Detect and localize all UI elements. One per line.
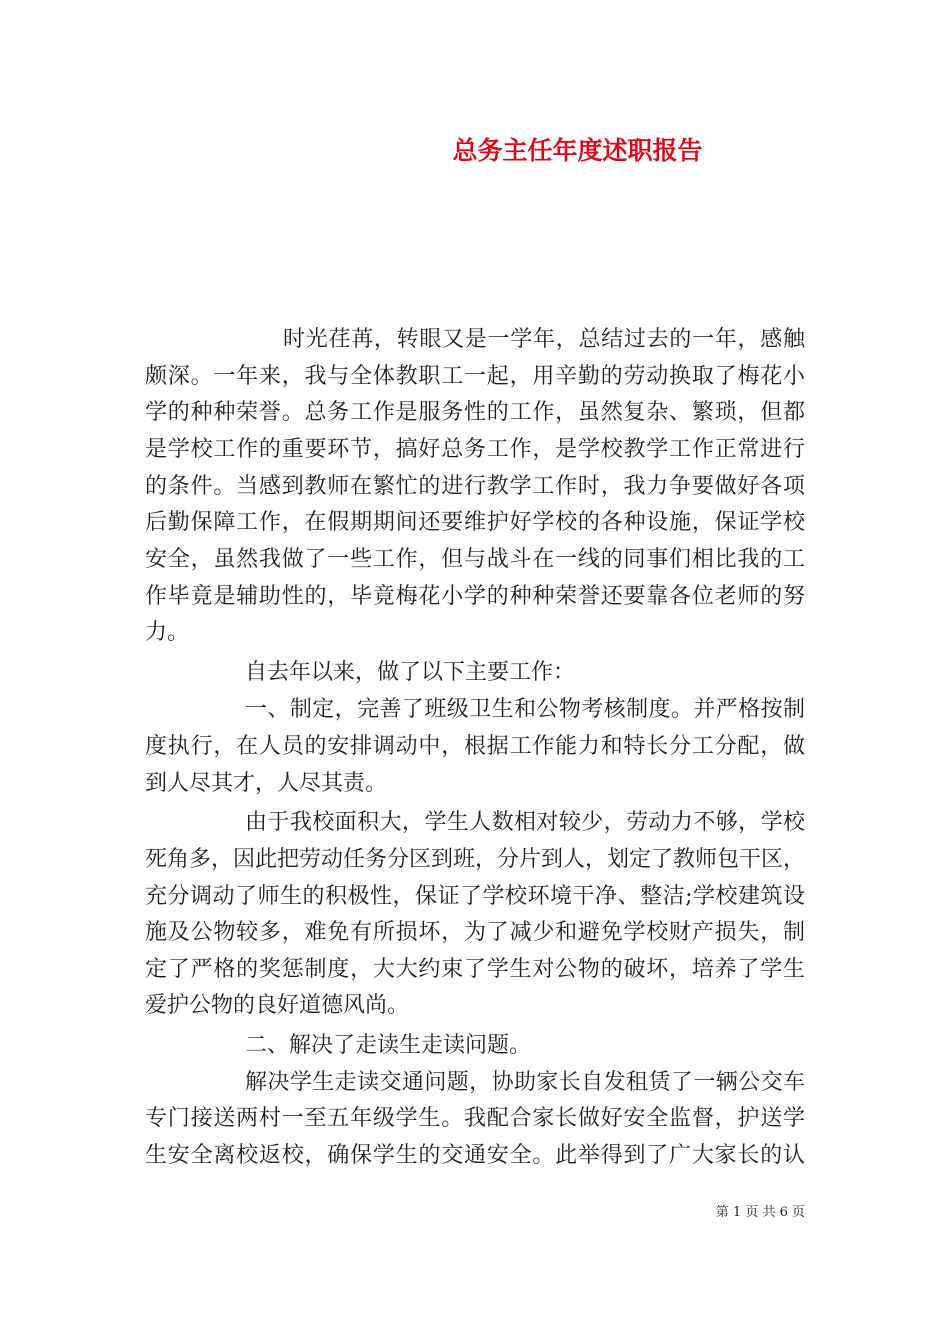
body-line: 安全，虽然我做了一些工作，但与战斗在一线的同事们相比我的工 bbox=[145, 547, 805, 572]
body-line: 到人尽其才，人尽其责。 bbox=[145, 771, 388, 796]
body-line: 自去年以来，做了以下主要工作： bbox=[245, 660, 576, 685]
body-line: 是学校工作的重要环节，搞好总务工作，是学校教学工作正常进行 bbox=[145, 437, 805, 462]
body-line: 由于我校面积大，学生人数相对较少，劳动力不够，学校 bbox=[245, 810, 805, 835]
body-line: 二、解决了走读生走读问题。 bbox=[245, 1033, 532, 1058]
body-line: 后勤保障工作，在假期期间还要维护好学校的各种设施，保证学校 bbox=[145, 510, 805, 535]
body-line: 专门接送两村一至五年级学生。我配合家长做好安全监督，护送学 bbox=[145, 1106, 805, 1131]
body-line: 学的种种荣誉。总务工作是服务性的工作，虽然复杂、繁琐，但都 bbox=[145, 400, 805, 425]
body-line: 施及公物较多，难免有所损坏，为了减少和避免学校财产损失，制 bbox=[145, 920, 805, 945]
body-line: 充分调动了师生的积极性，保证了学校环境干净、整洁;学校建筑设 bbox=[145, 884, 805, 909]
body-line: 生安全离校返校，确保学生的交通安全。此举得到了广大家长的认 bbox=[145, 1143, 805, 1168]
body-line: 度执行，在人员的安排调动中，根据工作能力和特长分工分配，做 bbox=[145, 734, 805, 759]
body-line: 时光荏苒，转眼又是一学年，总结过去的一年，感触 bbox=[283, 327, 805, 352]
page-number-footer: 第 1 页 共 6 页 bbox=[715, 1205, 805, 1220]
body-line: 解决学生走读交通问题，协助家长自发租赁了一辆公交车 bbox=[245, 1070, 805, 1095]
body-line: 力。 bbox=[145, 620, 190, 645]
body-line: 定了严格的奖惩制度，大大约束了学生对公物的破坏，培养了学生 bbox=[145, 957, 805, 982]
body-line: 爱护公物的良好道德风尚。 bbox=[145, 993, 410, 1018]
document-title: 总务主任年度述职报告 bbox=[452, 136, 703, 165]
body-line: 一、制定，完善了班级卫生和公物考核制度。并严格按制 bbox=[245, 697, 805, 722]
body-line: 作毕竟是辅助性的，毕竟梅花小学的种种荣誉还要靠各位老师的努 bbox=[145, 584, 805, 609]
body-line: 颇深。一年来，我与全体教职工一起，用辛勤的劳动换取了梅花小 bbox=[145, 364, 805, 389]
body-line: 的条件。当感到教师在繁忙的进行教学工作时，我力争要做好各项 bbox=[145, 474, 805, 499]
body-line: 死角多，因此把劳动任务分区到班，分片到人，划定了教师包干区， bbox=[145, 847, 806, 872]
